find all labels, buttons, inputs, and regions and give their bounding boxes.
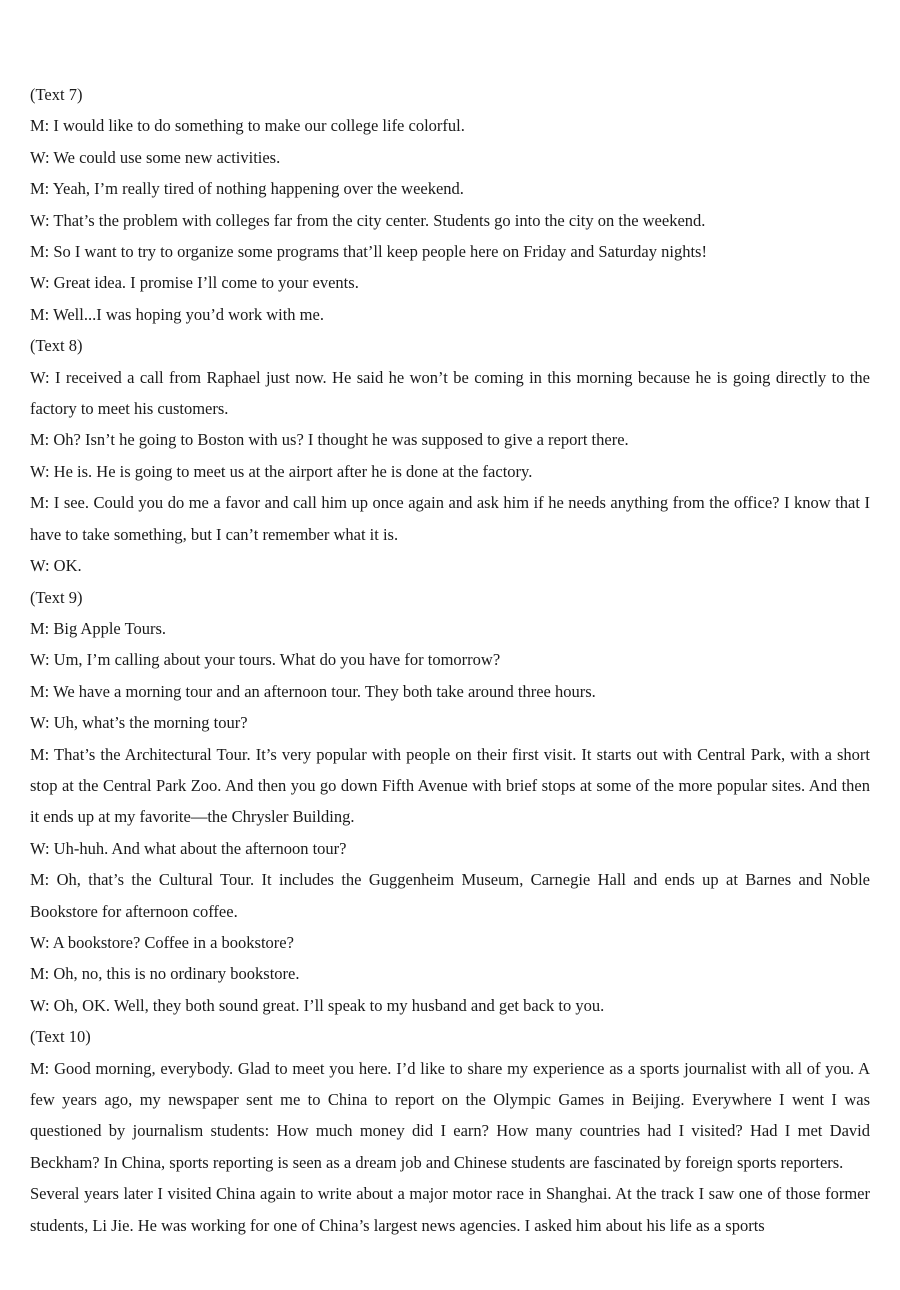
- dialogue-line: W: We could use some new activities.: [30, 147, 281, 167]
- dialogue-line: W: Um, I’m calling about your tours. What do you have for tomorrow?: [30, 650, 501, 670]
- text-8-heading: (Text 8): [30, 336, 83, 356]
- dialogue-line: M: Oh? Isn’t he going to Boston with us? I thought he was supposed to give a report there.: [30, 430, 629, 450]
- dialogue-line: M: So I want to try to organize some programs that’ll keep people here on Friday and Saturday nights!: [30, 242, 707, 262]
- dialogue-line: W: Great idea. I promise I’ll come to your events.: [30, 273, 359, 293]
- dialogue-line: W: I received a call from Raphael just now. He said he won’t be coming in this morning because he is going directly to the factory to meet his customers.: [30, 367, 870, 419]
- dialogue-line: M: We have a morning tour and an afternoon tour. They both take around three hours.: [30, 681, 596, 701]
- dialogue-line: M: Oh, that’s the Cultural Tour. It includes the Guggenheim Museum, Carnegie Hall and ends up at Barnes and Noble Bookstore for afternoon coffee.: [30, 870, 870, 921]
- dialogue-line: W: Uh-huh. And what about the afternoon tour?: [30, 838, 347, 858]
- dialogue-line: M: Oh, no, this is no ordinary bookstore.: [30, 964, 300, 984]
- dialogue-line: W: Uh, what’s the morning tour?: [30, 713, 248, 733]
- dialogue-line: W: OK.: [30, 556, 82, 576]
- dialogue-line: M: I see. Could you do me a favor and call him up once again and ask him if he needs anything from the office? I know that I have to take something, but I can’t remember what it is.: [30, 493, 870, 544]
- document-page: [30, 79, 870, 1241]
- dialogue-line: M: Yeah, I’m really tired of nothing happening over the weekend.: [30, 179, 464, 199]
- text-10-heading: (Text 10): [30, 1027, 91, 1047]
- monologue-paragraph: Several years later I visited China again to write about a major motor race in Shanghai. At the track I saw one of those former students, Li Jie. He was working for one of China’s largest news agencies. I asked him about his life as a sports: [30, 1184, 870, 1235]
- dialogue-line: M: Well...I was hoping you’d work with me.: [30, 304, 324, 324]
- dialogue-line: W: That’s the problem with colleges far from the city center. Students go into the city on the weekend.: [30, 210, 706, 230]
- dialogue-line: W: A bookstore? Coffee in a bookstore?: [30, 932, 294, 952]
- text-7-heading: (Text 7): [30, 85, 83, 104]
- text-9-heading: (Text 9): [30, 587, 83, 607]
- dialogue-line: M: I would like to do something to make our college life colorful.: [30, 116, 465, 136]
- dialogue-line: M: That’s the Architectural Tour. It’s very popular with people on their first visit. It starts out with Central Park, with a short stop at the Central Park Zoo. And then you go down Fifth Avenue with brief stops at some of the more popular sites. And then it ends up at my favorite—the Chrysler Building.: [30, 744, 870, 827]
- monologue-paragraph: M: Good morning, everybody. Glad to meet you here. I’d like to share my experience as a sports journalist with all of you. A few years ago, my newspaper sent me to China to report on the Olympic Games in Beijing. Everywhere I went I was questioned by journalism students: How much money did I earn? How many countries had I visited? Had I met David Beckham? In China, sports reporting is seen as a dream job and Chinese students are fascinated by foreign sports reporters.: [30, 1058, 870, 1172]
- dialogue-line: W: Oh, OK. Well, they both sound great. I’ll speak to my husband and get back to you.: [30, 995, 605, 1015]
- dialogue-line: M: Big Apple Tours.: [30, 618, 167, 638]
- dialogue-line: W: He is. He is going to meet us at the airport after he is done at the factory.: [30, 461, 533, 481]
